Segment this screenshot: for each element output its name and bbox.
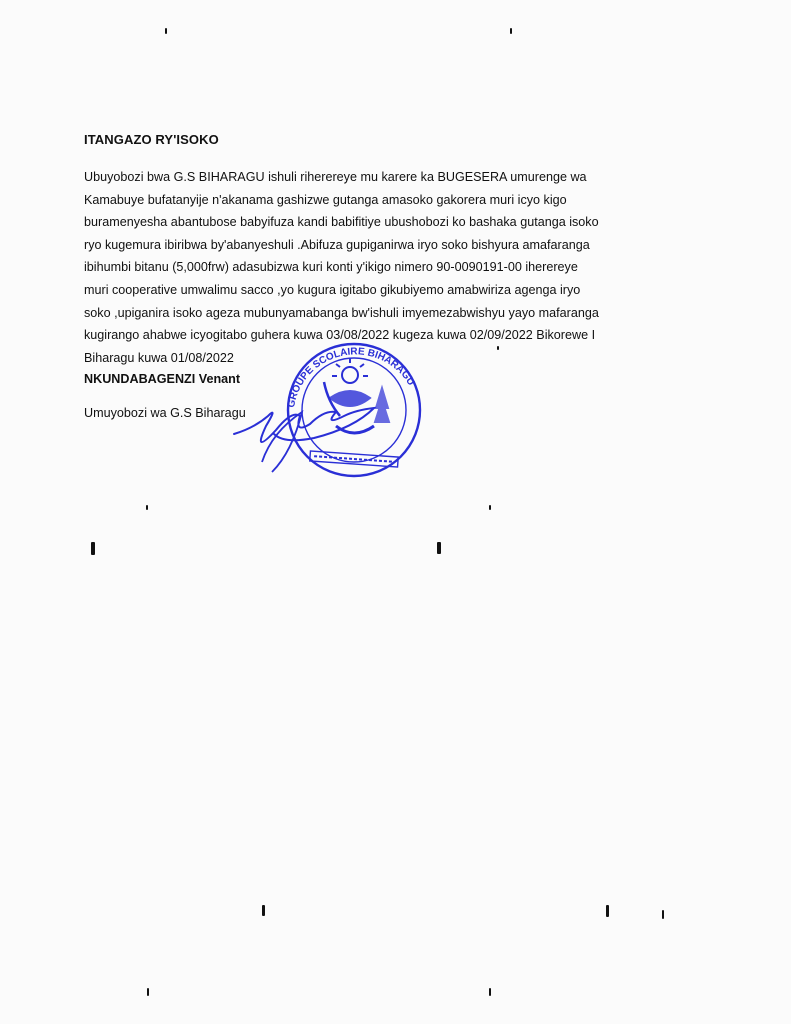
scan-speck xyxy=(662,910,664,919)
body-line: kugirango ahabwe icyogitabo guhera kuwa 03/08/2022 kugeza kuwa 02/09/2022 Bikorewe I xyxy=(84,328,596,343)
scan-speck xyxy=(497,346,499,350)
scan-speck xyxy=(437,542,441,554)
stamp-text-top: GROUPE SCOLAIRE BIHARAGU xyxy=(286,346,417,409)
scan-speck xyxy=(91,542,95,555)
scan-speck xyxy=(489,988,491,996)
body-line: Biharagu kuwa 01/08/2022 xyxy=(84,350,234,365)
scan-speck xyxy=(147,988,149,996)
scan-speck xyxy=(606,905,609,917)
body-line: ryo kugemura ibiribwa by'abanyeshuli .Abifuza gupiganirwa iryo soko bishyura amafaranga xyxy=(84,237,590,252)
school-stamp xyxy=(232,330,432,480)
body-line: muri cooperative umwalimu sacco ,yo kugura igitabo gikubiyemo amabwiriza agenga iryo xyxy=(84,282,581,297)
signatory-role: Umuyobozi wa G.S Biharagu xyxy=(84,406,246,420)
scan-speck xyxy=(262,905,265,916)
scan-speck xyxy=(165,28,167,34)
body-line: soko ,upiganira isoko ageza mubunyamabanga bw'ishuli imyemezabwishyu yayo mafaranga xyxy=(84,305,599,320)
body-line: buramenyesha abantubose babyifuza kandi babifitiye ubushobozi ko bashaka gutanga isoko xyxy=(84,215,599,230)
body-line: ibihumbi bitanu (5,000frw) adasubizwa kuri konti y'ikigo nimero 90-0090191-00 iherereye xyxy=(84,260,578,275)
scan-speck xyxy=(510,28,512,34)
body-line: Kamabuye bufatanyije n'akanama gashizwe gutanga amasoko gakorera muri icyo kigo xyxy=(84,192,567,207)
body-line: Ubuyobozi bwa G.S BIHARAGU ishuli riherereye mu karere ka BUGESERA umurenge wa xyxy=(84,170,587,184)
signatory-name: NKUNDABAGENZI Venant xyxy=(84,372,241,386)
scan-speck xyxy=(489,505,491,510)
announcement-title: ITANGAZO RY'ISOKO xyxy=(84,132,219,147)
scan-speck xyxy=(146,505,148,510)
